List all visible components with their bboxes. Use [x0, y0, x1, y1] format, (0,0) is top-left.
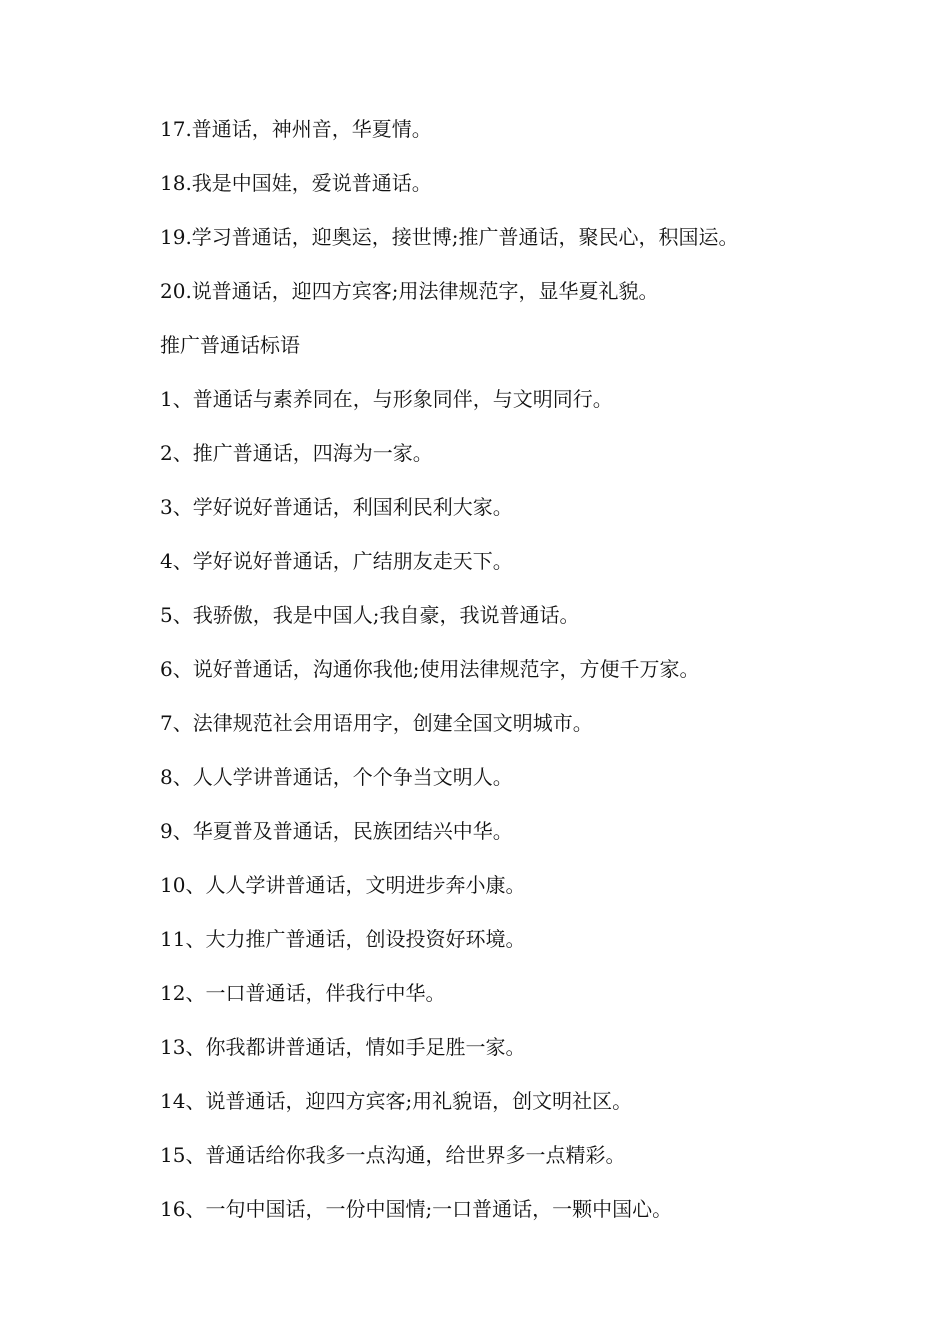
slogan-18: 18.我是中国娃，爱说普通话。 — [160, 171, 432, 195]
list-item-10: 10、人人学讲普通话，文明进步奔小康。 — [160, 873, 526, 897]
list-item-16: 16、一句中国话，一份中国情;一口普通话，一颗中国心。 — [160, 1197, 673, 1221]
list-item-1: 1、普通话与素养同在，与形象同伴，与文明同行。 — [160, 387, 613, 411]
slogan-20: 20.说普通话，迎四方宾客;用法律规范字，显华夏礼貌。 — [160, 279, 659, 303]
list-item-11: 11、大力推广普通话，创设投资好环境。 — [160, 927, 526, 951]
list-item-5: 5、我骄傲，我是中国人;我自豪，我说普通话。 — [160, 603, 580, 627]
list-item-6: 6、说好普通话，沟通你我他;使用法律规范字，方便千万家。 — [160, 657, 700, 681]
list-item-15: 15、普通话给你我多一点沟通，给世界多一点精彩。 — [160, 1143, 626, 1167]
list-item-3: 3、学好说好普通话，利国利民利大家。 — [160, 495, 513, 519]
list-item-9: 9、华夏普及普通话，民族团结兴中华。 — [160, 819, 513, 843]
list-item-13: 13、你我都讲普通话，情如手足胜一家。 — [160, 1035, 526, 1059]
list-item-7: 7、法律规范社会用语用字，创建全国文明城市。 — [160, 711, 593, 735]
list-item-12: 12、一口普通话，伴我行中华。 — [160, 981, 446, 1005]
slogan-17: 17.普通话，神州音，华夏情。 — [160, 117, 432, 141]
list-item-2: 2、推广普通话，四海为一家。 — [160, 441, 433, 465]
list-item-14: 14、说普通话，迎四方宾客;用礼貌语，创文明社区。 — [160, 1089, 633, 1113]
slogan-19: 19.学习普通话，迎奥运，接世博;推广普通话，聚民心，积国运。 — [160, 225, 739, 249]
section-heading: 推广普通话标语 — [160, 333, 300, 357]
list-item-8: 8、人人学讲普通话，个个争当文明人。 — [160, 765, 513, 789]
list-item-4: 4、学好说好普通话，广结朋友走天下。 — [160, 549, 513, 573]
